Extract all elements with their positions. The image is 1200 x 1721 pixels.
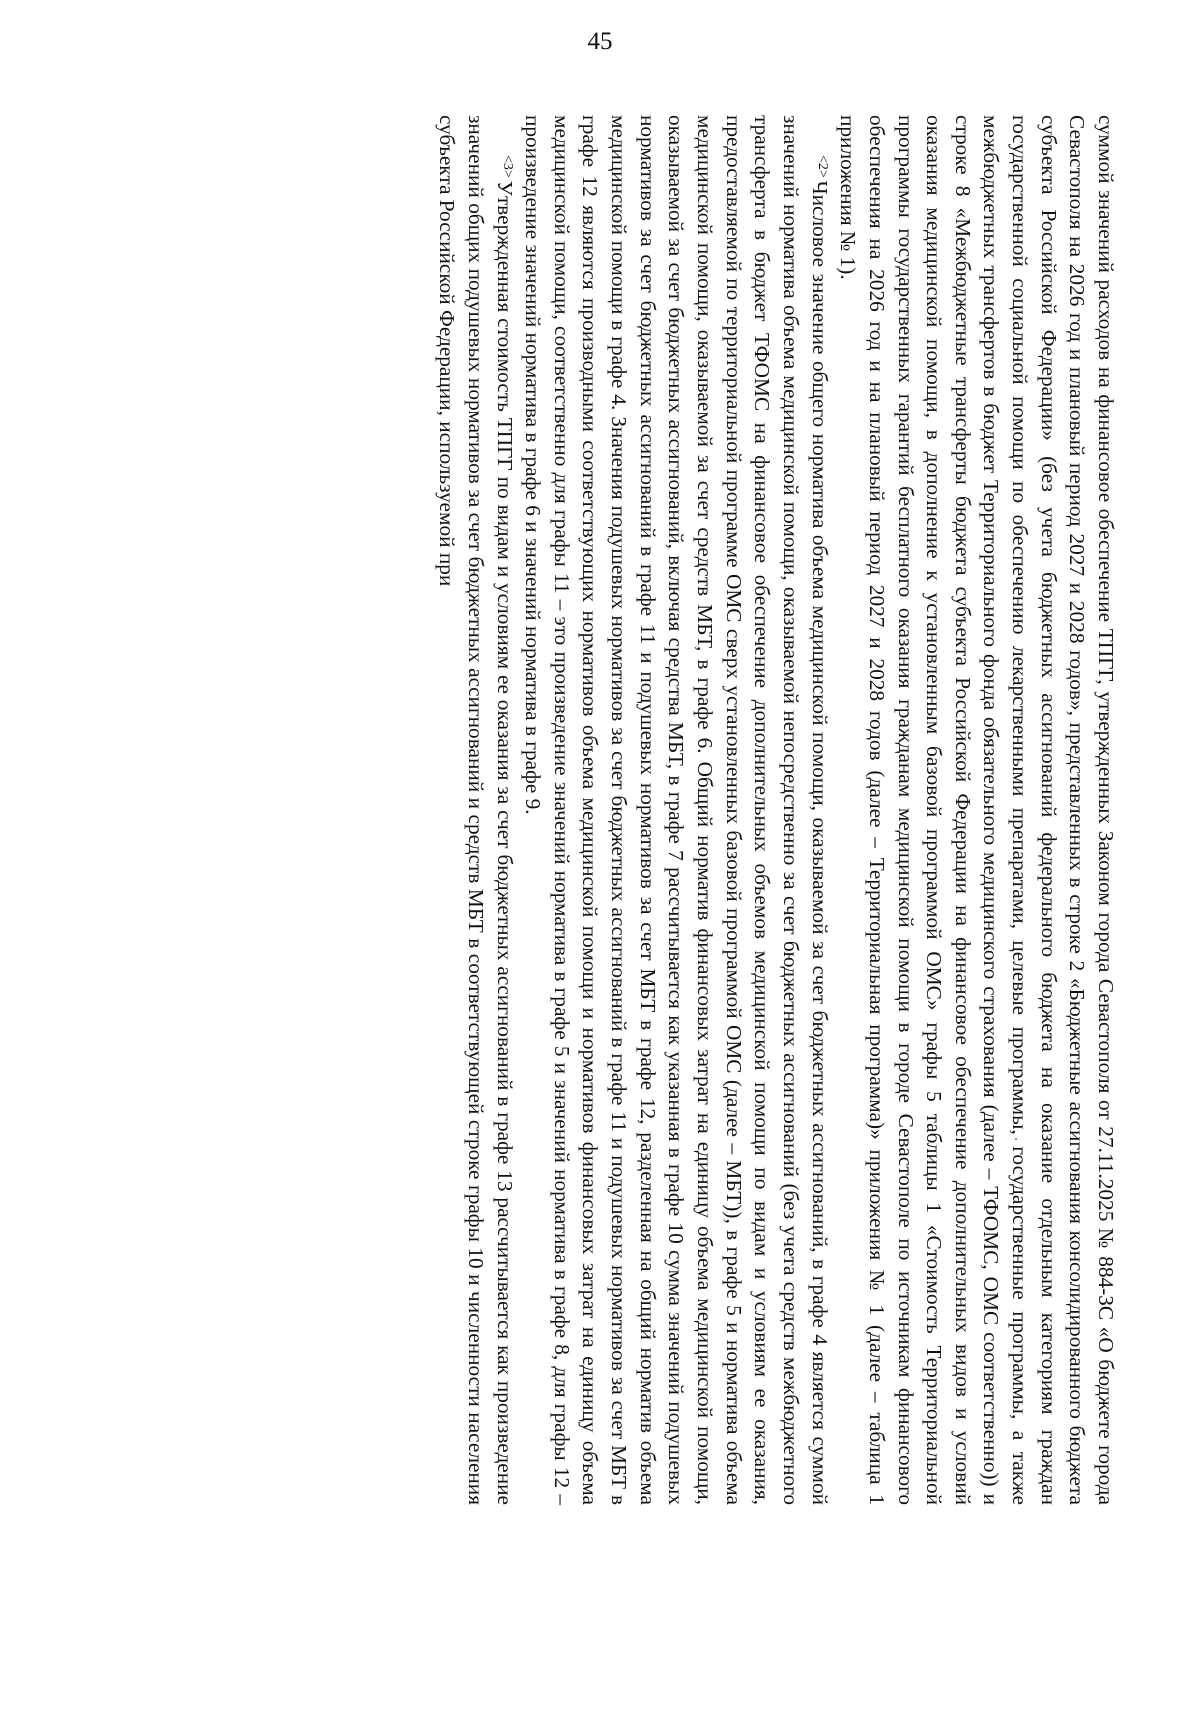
paragraph-text: Утвержденная стоимость ТПГГ по видам и условиям ее оказания за счет бюджетных ассигнований в графе 13 рассчитывается как произведение значений общих подушевых нормативов за счет бюджетных ассигнований и средств МБТ в соответствующей строке графы 10 и численности населения субъекта Российской Федерации, используемой при xyxy=(435,115,517,1505)
footnote-marker: <2> xyxy=(814,155,830,178)
footnote-continuation xyxy=(834,115,1120,1505)
paragraph-text: Числовое значение общего норматива объема медицинской помощи, оказываемой за счет бюджетных ассигнований, в графе 4 является суммой значений норматива объема медицинской помощи, оказываемой непосредственно за счет бюджетных ассигнований (без учета средств межбюджетного трансферта в бюджет ТФОМС на финансовое обеспечение дополнительных объемов медицинской помощи по видам и условиям ее оказания, предоставляемой по территориальной программе ОМС сверх установленных базовой программой ОМС (далее – МБТ)), в графе 5 и норматива объема медицинской помощи, оказываемой за счет средств МБТ, в графе 6. Общий норматив финансовых затрат на единицу объема медицинской помощи, оказываемой за счет бюджетных ассигнований, включая средства МБТ, в графе 7 рассчитывается как указанная в графе 10 сумма значений подушевых нормативов за счет бюджетных ассигнований в графе 11 и подушевых нормативов за счет МБТ в графе 12, разделенная на общий норматив объема медицинской помощи в графе 4. Значения подушевых нормативов за счет бюджетных ассигнований в графе 11 и подушевых нормативов за счет МБТ в графе 12 являются производными соответствующих нормативов объема медицинской помощи и нормативов финансовых затрат на единицу объема медицинской помощи, соответственно для графы 11 – это произведение значений норматива в графе 5 и значений норматива в графе 8, для графы 12 – произведение значений норматива в графе 6 и значений норматива в графе 9. xyxy=(521,115,832,1505)
footnote-marker: <3> xyxy=(499,155,515,178)
paragraph-text: суммой значений расходов на финансовое обеспечение ТПГГ, утвержденных Законом города Севастополя от 27.11.2025 № 884-ЗС «О бюджете города Севастополя на 2026 год и плановый период 2027 и 2028 годов», представленных в строке 2 «Бюджетные ассигнования консолидированного бюджета субъекта Российской Федерации» (без учета бюджетных ассигнований федерального бюджета на оказание отдельным категориям граждан государственной социальной помощи по обеспечению лекарственными препаратами, целевые программы, государственные программы, а также межбюджетных трансфертов в бюджет Территориального фонда обязательного медицинского страхования (далее – ТФОМС, ОМС соответственно)) и строке 8 «Межбюджетные трансферты бюджета субъекта Российской Федерации на финансовое обеспечение дополнительных видов и условий оказания медицинской помощи, в дополнение к установленным базовой программой ОМС» графы 5 таблицы 1 «Стоимость Территориальной программы государственных гарантий бесплатного оказания гражданам медицинской помощи в городе Севастополе по источникам финансового обеспечения на 2026 год и на плановый период 2027 и 2028 годов (далее – Территориальная программа)» приложения № 1 (далее – таблица 1 приложения № 1). xyxy=(836,115,1118,1505)
footnotes-body xyxy=(120,115,1120,1505)
page-number: 45 xyxy=(587,28,613,55)
footnote-3 xyxy=(433,115,519,1505)
footnote-2 xyxy=(519,115,834,1505)
